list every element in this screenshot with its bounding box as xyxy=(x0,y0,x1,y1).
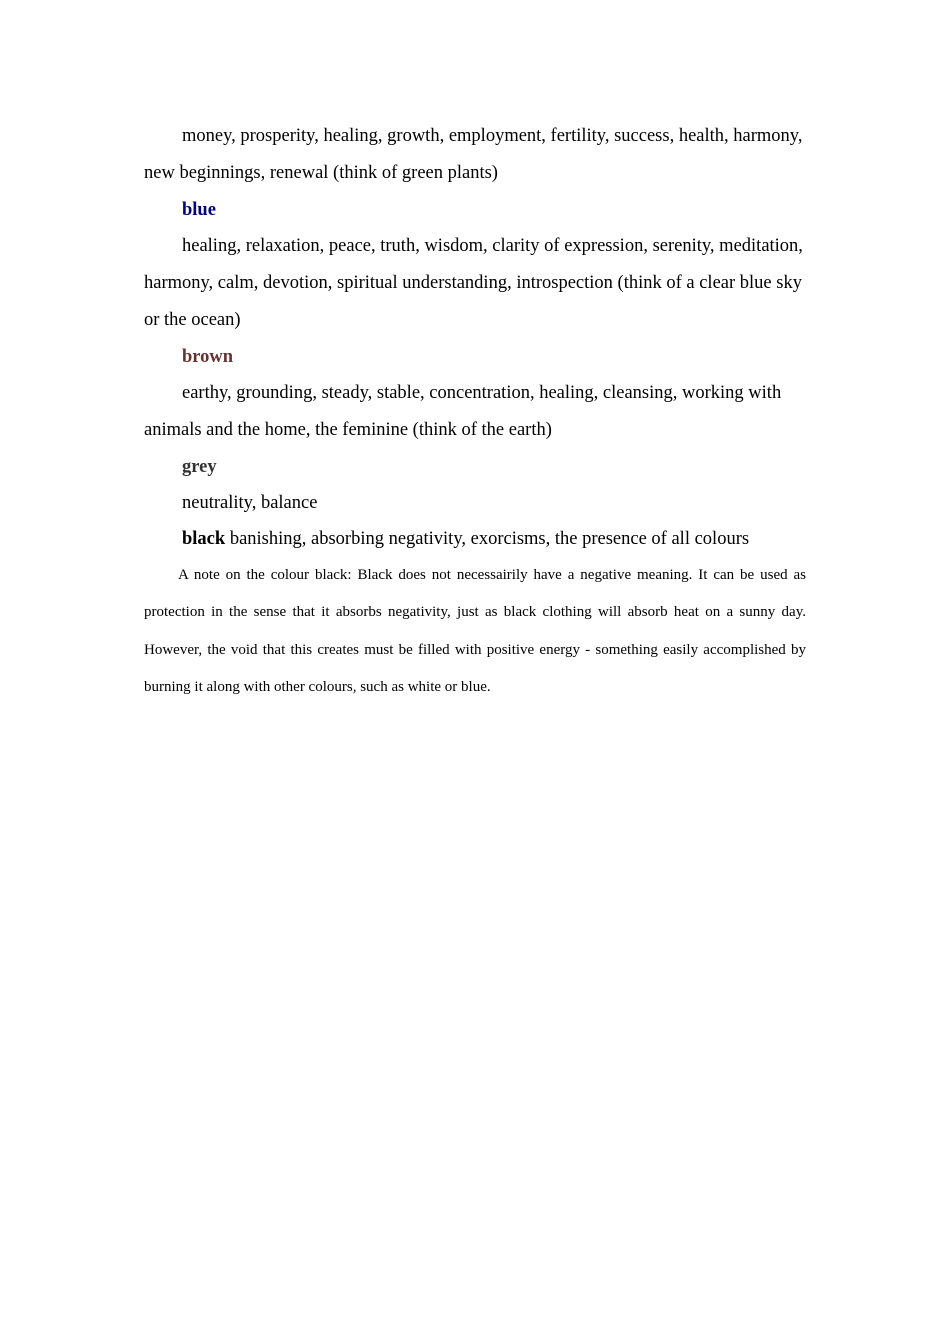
black-entry xyxy=(144,521,806,557)
document-body xyxy=(144,118,806,706)
black-heading: black xyxy=(182,529,226,549)
brown-heading: brown xyxy=(182,347,234,367)
brown-description: earthy, grounding, steady, stable, concentration, healing, cleansing, working with animals and the home, the feminine (think of the earth) xyxy=(144,383,782,440)
green-description: money, prosperity, healing, growth, employment, fertility, success, health, harmony, new beginnings, renewal (think of green plants) xyxy=(144,126,803,183)
grey-description: neutrality, balance xyxy=(182,493,318,513)
grey-heading: grey xyxy=(182,457,217,477)
blue-heading: blue xyxy=(182,200,216,220)
black-description: banishing, absorbing negativity, exorcisms, the presence of all colours xyxy=(225,529,750,549)
black-colour-note: A note on the colour black: Black does not necessairily have a negative meaning. It can be used as protection in the sense that it absorbs negativity, just as black clothing will absorb heat on a sunny day. However, the void that this creates must be filled with positive energy - something easily accomplished by burning it along with other colours, such as white or blue. xyxy=(144,567,806,695)
blue-description: healing, relaxation, peace, truth, wisdom, clarity of expression, serenity, meditation, harmony, calm, devotion, spiritual understanding, introspection (think of a clear blue sky or the ocean) xyxy=(144,236,803,330)
